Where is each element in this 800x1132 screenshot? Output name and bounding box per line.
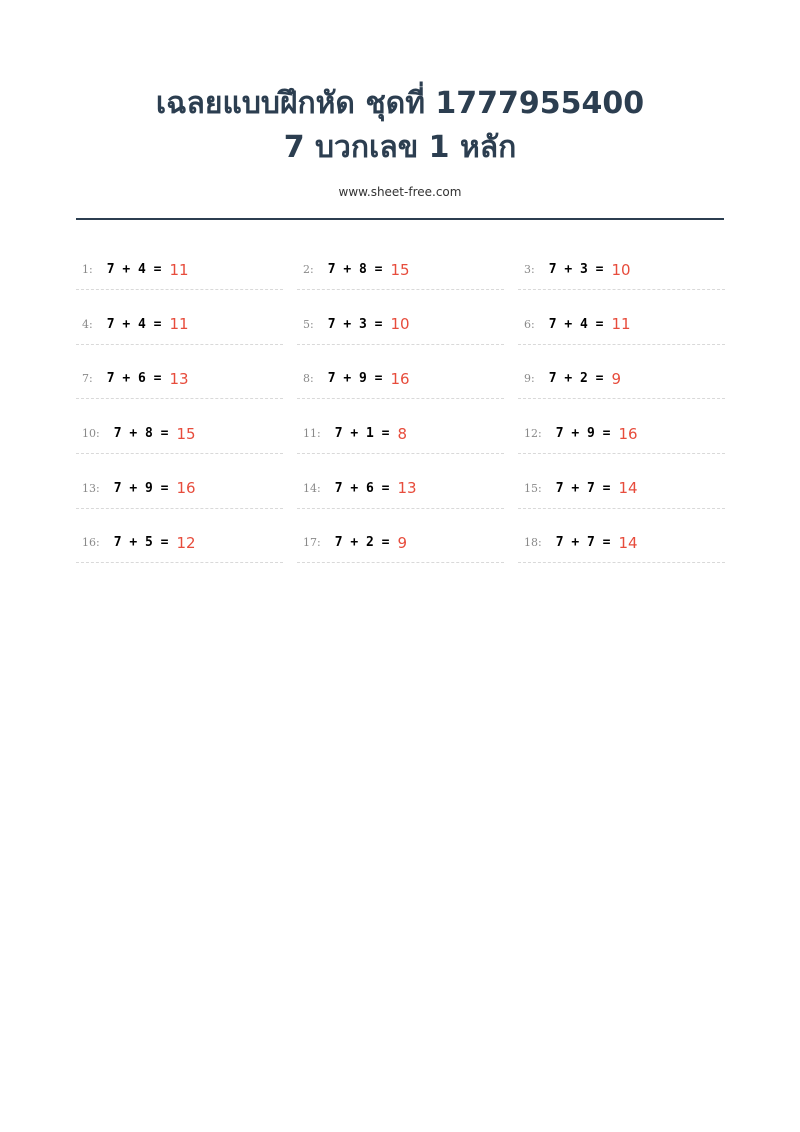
problem-number: 14: [303,481,321,495]
problem-expression: 7 + 7 = [555,480,611,496]
website-url: www.sheet-free.com [338,185,462,199]
problem-expression: 7 + 4 = [548,316,604,332]
problem-expression: 7 + 8 = [113,426,169,442]
page-subtitle: 7 บวกเลข 1 หลัก [283,130,517,165]
problem-number: 17: [303,536,321,550]
problem-answer: 16 [176,479,196,498]
problem-expression: 7 + 3 = [548,262,604,277]
problem-answer: 16 [618,424,638,443]
problem-number: 4: [82,317,93,331]
problem-item [297,246,504,290]
problem-expression: 7 + 6 = [106,371,162,387]
problem-item [297,519,504,563]
problem-expression: 7 + 4 = [106,262,162,277]
problem-answer: 11 [611,315,631,334]
problem-expression: 7 + 8 = [327,262,383,277]
problem-answer: 14 [618,479,638,498]
page-title: เฉลยแบบฝึกหัด ชุดที่ 1777955400 [155,86,645,121]
problem-item [518,519,725,563]
problem-item [518,410,725,454]
problem-number: 13: [82,481,100,495]
problem-item [297,410,504,454]
problem-number: 1: [82,263,93,276]
problem-number: 2: [303,263,314,276]
problem-expression: 7 + 9 = [555,426,611,442]
problem-number: 9: [524,372,535,386]
problem-expression: 7 + 9 = [113,480,169,496]
problem-number: 7: [82,372,93,386]
problem-answer: 10 [390,315,410,334]
problem-expression: 7 + 3 = [327,316,383,332]
problem-item [297,355,504,399]
problem-answer: 11 [169,260,189,279]
problem-item [76,301,283,345]
problem-item [76,410,283,454]
problem-answer: 16 [390,369,410,388]
problem-item [518,246,725,290]
problem-item [76,465,283,509]
problem-answer: 12 [176,533,196,552]
problem-number: 3: [524,263,535,276]
problem-number: 5: [303,317,314,331]
problem-number: 6: [524,317,535,331]
problem-number: 10: [82,427,100,441]
problem-answer: 14 [618,533,638,552]
problem-expression: 7 + 9 = [327,371,383,387]
problem-item [518,465,725,509]
problem-answer: 10 [611,260,631,279]
problem-answer: 8 [397,424,408,443]
problem-answer: 11 [169,315,189,334]
problem-number: 12: [524,427,542,441]
problem-number: 8: [303,372,314,386]
problem-item [297,465,504,509]
problem-number: 16: [82,536,100,550]
problem-answer: 9 [611,369,622,388]
worksheet-header [0,0,800,200]
problem-item [518,355,725,399]
problem-answer: 13 [397,479,417,498]
problem-expression: 7 + 5 = [113,535,169,551]
problem-expression: 7 + 1 = [334,426,390,442]
header-divider [76,218,724,220]
problem-expression: 7 + 7 = [555,535,611,551]
problem-item [76,246,283,290]
problem-item [76,519,283,563]
problem-expression: 7 + 2 = [548,371,604,387]
problem-item [297,301,504,345]
problem-answer: 9 [397,533,408,552]
problem-expression: 7 + 4 = [106,316,162,332]
problem-item [76,355,283,399]
problem-answer: 13 [169,369,189,388]
problem-number: 18: [524,536,542,550]
problem-expression: 7 + 2 = [334,535,390,551]
problem-item [518,301,725,345]
problem-expression: 7 + 6 = [334,480,390,496]
problem-number: 11: [303,427,321,441]
problem-answer: 15 [176,424,196,443]
problem-grid [76,246,724,574]
problem-answer: 15 [390,260,410,279]
problem-number: 15: [524,481,542,495]
